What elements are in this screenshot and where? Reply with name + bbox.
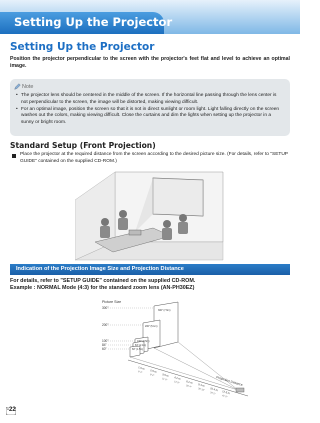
note-pencil-icon: [14, 83, 21, 90]
size-label: 300": [102, 306, 109, 310]
section-bar-text: Indication of the Projection Image Size and Projection Distance: [16, 266, 184, 272]
box-label: 84" (2.1m): [135, 344, 147, 347]
section-title: Setting Up the Projector: [10, 41, 155, 53]
note-list: [16, 93, 284, 127]
size-tick-labels: [102, 306, 108, 351]
square-bullet-icon: [12, 154, 16, 158]
box-label: 100" (2.5m): [137, 340, 150, 343]
example-text: Example : NORMAL Mode (4:3) for the standard zoom lens (AN-PH30EZ): [10, 285, 195, 291]
picture-size-label: Picture Size: [102, 300, 122, 304]
size-label: 100": [102, 339, 109, 343]
projection-distance-label: Projection Distance: [215, 375, 244, 387]
box-label: 300" (7.6m): [158, 309, 171, 312]
box-label: 200" (5.1m): [145, 325, 158, 328]
size-label: 200": [102, 323, 109, 327]
distance-label: 3.5 m: [161, 373, 169, 378]
distance-label: 9.4 m: [197, 383, 205, 388]
note-item: • The projector lens should be centered in the middle of the screen. If the horizontal line passing through the lens center is not perpendicular to the screen, the image will be distorted, making viewing difficult.: [16, 93, 284, 106]
distance-label: 2.5 m: [149, 369, 157, 374]
distance-ft-label: 11' 6": [161, 378, 168, 382]
distance-ft-label: 8' 2": [149, 374, 155, 378]
page-title: Setting Up the Projector: [14, 15, 173, 29]
distance-ft-label: 41' 0": [221, 395, 228, 399]
projector-icon: [236, 388, 244, 392]
distance-ft-label: 13' 9": [173, 381, 180, 385]
box-label: 60" (1.5m): [132, 348, 144, 351]
distance-label: 10.4 m: [209, 387, 219, 393]
projection-size-diagram: [88, 298, 258, 403]
standard-setup-text: Place the projector at the required distance from the screen according to the desired picture size. (For details, refer to "SETUP GUIDE" contained on the supplied CD-ROM.): [20, 152, 288, 164]
details-text: For details, refer to "SETUP GUIDE" contained on the supplied CD-ROM.: [10, 278, 196, 284]
distance-label: 4.2 m: [173, 376, 181, 381]
distance-ft-label: 20' 4": [185, 385, 192, 389]
note-label: Note: [22, 84, 34, 90]
size-label: 60": [102, 347, 107, 351]
intro-text: Position the projector perpendicular to the screen with the projector's feet flat and level to achieve an optimal image.: [10, 56, 290, 69]
standard-setup-title: Standard Setup (Front Projection): [10, 141, 156, 150]
distance-ft-label: 6' 3": [137, 371, 143, 375]
note-item: • For an optimal image, position the screen so that it is not in direct sunlight or room light. Light falling directly on the screen washes out the colors, making viewing difficult. Close the curtains and dim the lights when setting up the projector in a sunny or bright room.: [16, 107, 284, 127]
distance-ft-label: 30' 10": [197, 388, 205, 392]
projection-room-illustration: [75, 170, 225, 262]
size-label: 84": [102, 343, 107, 347]
distance-label: 12.5 m: [221, 390, 231, 396]
page-number: -22: [7, 407, 16, 413]
distance-label: 1.9 m: [137, 366, 145, 371]
distance-ft-label: 34' 2": [209, 392, 216, 396]
distance-label: 6.2 m: [185, 380, 193, 385]
